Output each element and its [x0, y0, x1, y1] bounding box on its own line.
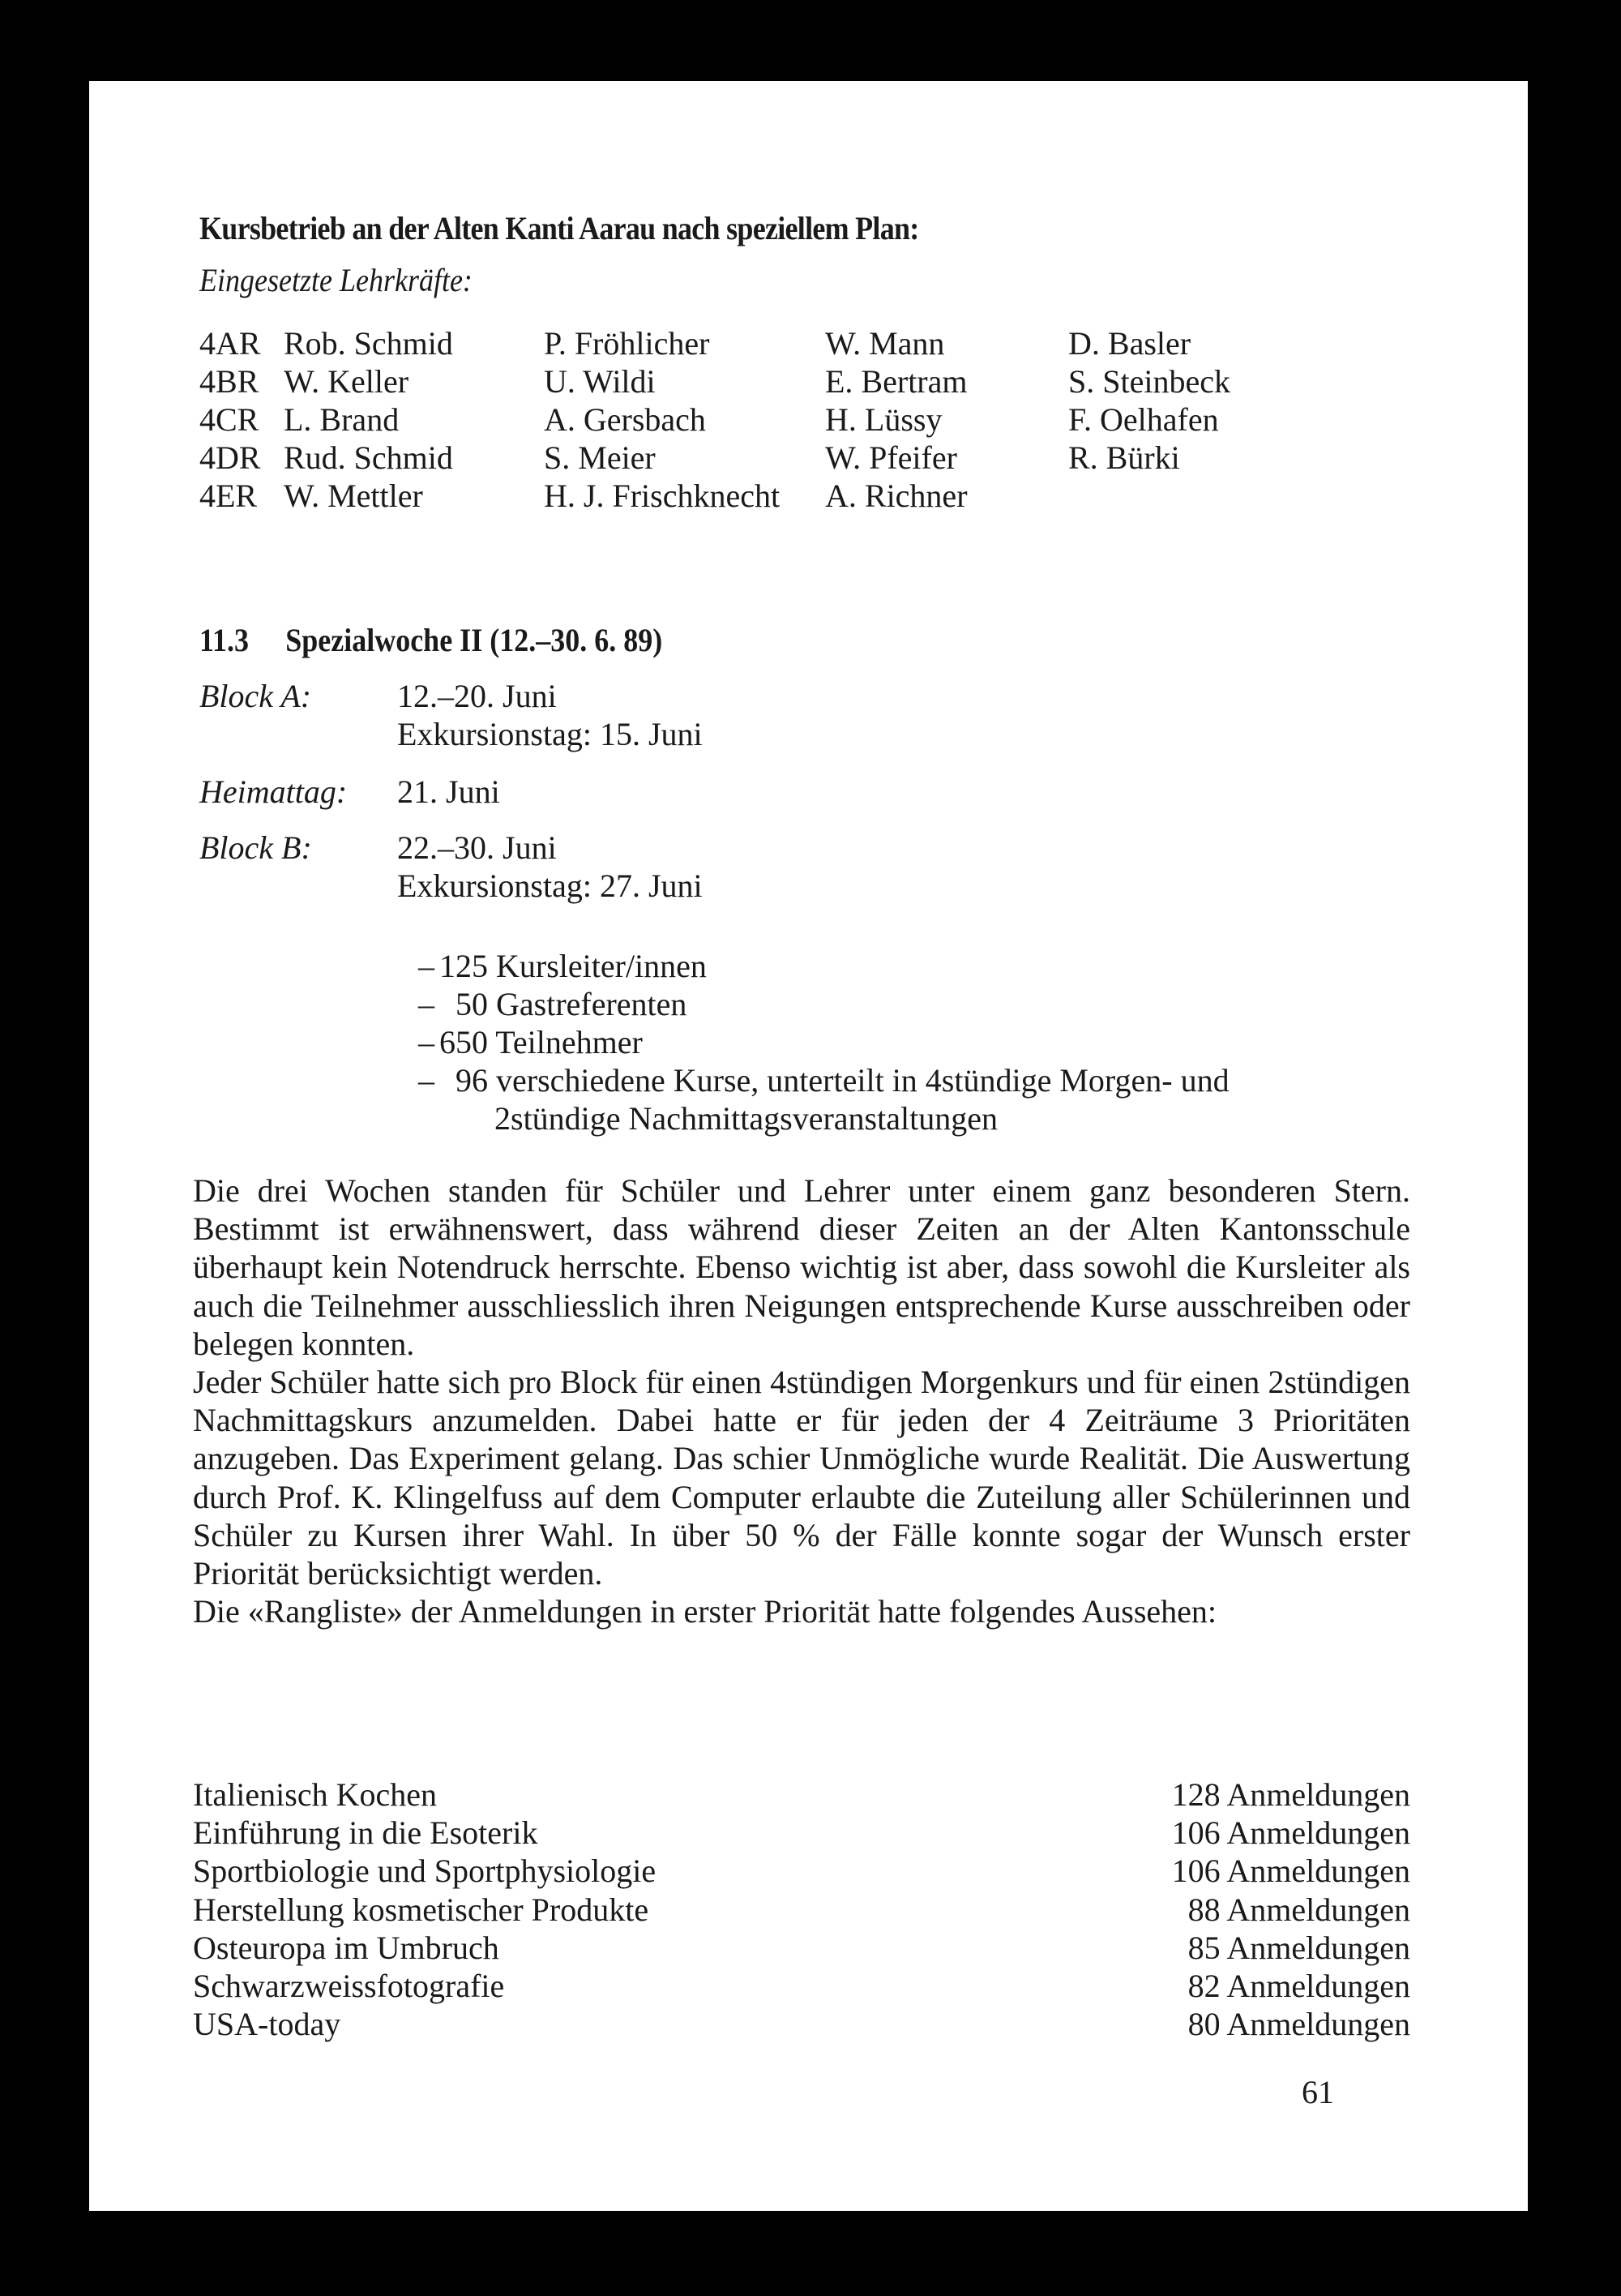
registration-count: 80 Anmeldungen — [1187, 2006, 1410, 2043]
section-number: 11.3 — [199, 622, 250, 658]
teacher-name: W. Keller — [284, 363, 409, 400]
teacher-name: R. Bürki — [1068, 439, 1180, 476]
heading-course-plan: Kursbetrieb an der Alten Kanti Aarau nach speziellem Plan: — [199, 210, 919, 246]
stat-text: 650 Teilnehmer — [439, 1024, 643, 1060]
schedule-value: Exkursionstag: 15. Juni — [397, 716, 703, 752]
teacher-name: E. Bertram — [825, 363, 968, 400]
teacher-name: W. Mettler — [284, 478, 423, 514]
list-item — [193, 1814, 1410, 1852]
stat-text-continuation: 2stündige Nachmittagsveranstaltungen — [494, 1100, 998, 1137]
bullet-dash: – — [418, 948, 434, 984]
subheading-teachers: Eingesetzte Lehrkräfte: — [199, 262, 473, 298]
teacher-name: W. Mann — [825, 325, 945, 362]
course-name: USA-today — [193, 2006, 341, 2043]
teacher-name: S. Meier — [544, 439, 656, 476]
body-text — [193, 1172, 1410, 1630]
teacher-name: Rud. Schmid — [284, 439, 453, 476]
teacher-name: A. Gersbach — [544, 401, 706, 438]
list-item — [193, 1852, 1410, 1890]
schedule-label: Heimattag: — [199, 773, 348, 810]
course-name: Italienisch Kochen — [193, 1776, 437, 1813]
registration-count: 106 Anmeldungen — [1171, 1853, 1410, 1890]
ranking-list — [193, 1776, 1410, 2043]
course-name: Einführung in die Esoterik — [193, 1814, 538, 1852]
class-code: 4ER — [199, 478, 258, 514]
paragraph: Jeder Schüler hatte sich pro Block für einen 4stündigen Morgenkurs und für einen 2stündigen Nachmittagskurs anzumelden. Dabei hatte er für jeden der 4 Zeiträume 3 Prioritäten anzugeben. Das Experiment gelang. Das schier Unmögliche wurde Realität. Die Auswertung durch Prof. K. Klingelfuss auf dem Computer erlaubte die Zuteilung aller Schülerinnen und Schüler zu Kursen ihrer Wahl. In über 50 % der Fälle konnte sogar der Wunsch erster Priorität berücksichtigt werden. — [193, 1364, 1410, 1592]
list-item — [193, 1967, 1410, 2005]
teacher-name: W. Pfeifer — [825, 439, 957, 476]
registration-count: 82 Anmeldungen — [1187, 1967, 1410, 2004]
list-item — [193, 1776, 1410, 1814]
schedule-value: 12.–20. Juni — [397, 678, 557, 714]
teacher-name: F. Oelhafen — [1068, 401, 1219, 438]
schedule-value: 21. Juni — [397, 773, 500, 810]
bullet-dash: – — [418, 986, 434, 1022]
teacher-name: H. J. Frischknecht — [544, 478, 781, 514]
teacher-name: U. Wildi — [544, 363, 656, 400]
list-item — [193, 1929, 1410, 1967]
teacher-name: D. Basler — [1068, 325, 1191, 362]
class-code: 4AR — [199, 325, 261, 362]
document-page — [89, 81, 1528, 2211]
schedule-value: Exkursionstag: 27. Juni — [397, 867, 703, 904]
teacher-name: L. Brand — [284, 401, 400, 438]
list-item — [193, 1891, 1410, 1929]
list-item — [193, 2005, 1410, 2043]
teacher-name: A. Richner — [825, 478, 968, 514]
registration-count: 128 Anmeldungen — [1171, 1776, 1410, 1813]
class-code: 4DR — [199, 439, 261, 476]
course-name: Herstellung kosmetischer Produkte — [193, 1891, 649, 1928]
stat-text: 96 verschiedene Kurse, unterteilt in 4stündige Morgen- und — [456, 1062, 1230, 1099]
registration-count: 88 Anmeldungen — [1187, 1891, 1410, 1928]
teacher-name: P. Fröhlicher — [544, 325, 710, 362]
section-heading — [199, 621, 662, 659]
paragraph: Die «Rangliste» der Anmeldungen in erster Priorität hatte folgendes Aussehen: — [193, 1593, 1217, 1630]
page-number: 61 — [1302, 2074, 1334, 2110]
teacher-name: S. Steinbeck — [1068, 363, 1230, 400]
section-title: Spezialwoche II (12.–30. 6. 89) — [285, 622, 663, 658]
course-name: Osteuropa im Umbruch — [193, 1929, 499, 1966]
course-name: Sportbiologie und Sportphysiologie — [193, 1853, 657, 1890]
stat-text: 50 Gastreferenten — [456, 986, 687, 1022]
schedule-value: 22.–30. Juni — [397, 829, 557, 866]
bullet-dash: – — [418, 1024, 434, 1060]
schedule-label: Block A: — [199, 678, 312, 714]
teacher-name: Rob. Schmid — [284, 325, 453, 362]
class-code: 4CR — [199, 401, 259, 438]
stat-text: 125 Kursleiter/innen — [439, 948, 707, 984]
paragraph: Die drei Wochen standen für Schüler und Lehrer unter einem ganz besonderen Stern. Bestimmt ist erwähnenswert, dass während dieser Zeiten an der Alten Kantonsschule überhaupt kein Notendruck herrschte. Ebenso wichtig ist aber, dass sowohl die Kursleiter als auch die Teilnehmer ausschliesslich ihren Neigungen entsprechende Kurse ausschreiben oder belegen konnten. — [193, 1172, 1410, 1362]
registration-count: 85 Anmeldungen — [1187, 1929, 1410, 1966]
registration-count: 106 Anmeldungen — [1171, 1814, 1410, 1852]
bullet-dash: – — [418, 1062, 434, 1099]
course-name: Schwarzweissfotografie — [193, 1967, 505, 2004]
schedule-label: Block B: — [199, 829, 312, 866]
class-code: 4BR — [199, 363, 259, 400]
teacher-name: H. Lüssy — [825, 401, 943, 438]
